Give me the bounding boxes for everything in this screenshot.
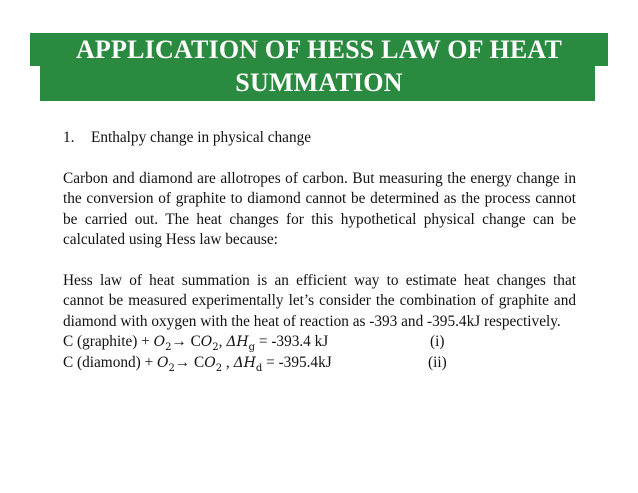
equation-enthalpy-symbol: $\Delta H_d$ — [233, 355, 263, 374]
equation-graphite — [63, 332, 576, 353]
equation-enthalpy-symbol: $\Delta H_g$ — [226, 334, 256, 353]
slide-body — [63, 128, 576, 374]
equation-arrow: → C — [171, 333, 201, 350]
equation-reactant: C (diamond) + — [63, 354, 158, 371]
list-item-text: Enthalpy change in physical change — [91, 129, 312, 146]
equation-reactant: C (graphite) + — [63, 333, 154, 350]
equation-arrow: → C — [174, 354, 205, 371]
equation-oxygen: $O_2$ — [157, 355, 175, 374]
equation-label: (i) — [430, 333, 445, 350]
paragraph-hess-law: Hess law of heat summation is an efficient way to estimate heat changes that cannot be measured experimentally let’s consider the combination of graphite and diamond with oxygen with the heat of reaction as -393 and -395.4kJ respectively. — [63, 271, 576, 330]
equation-diamond — [63, 353, 576, 374]
equation-separator: , — [218, 333, 227, 350]
slide-title — [30, 33, 608, 99]
list-item — [63, 128, 576, 149]
equation-oxygen: $O_2$ — [153, 334, 172, 353]
equation-enthalpy-value: = -395.4kJ — [262, 354, 332, 371]
equation-separator: , — [222, 354, 234, 371]
equation-enthalpy-value: = -393.4 kJ — [255, 333, 329, 350]
equation-label: (ii) — [428, 354, 447, 371]
slide-title-line-2: SUMMATION — [235, 68, 403, 97]
slide-title-line-1: APPLICATION OF HESS LAW OF HEAT — [75, 35, 563, 64]
paragraph-allotropes: Carbon and diamond are allotropes of carbon. But measuring the energy change in the conversion of graphite to diamond cannot be determined as the process cannot be carried out. The heat changes for this hypothetical physical change can be calculated using Hess law because: — [63, 169, 576, 248]
list-number: 1. — [63, 129, 75, 146]
equation-co2: $O_2$ — [200, 334, 219, 353]
equation-co2: $O_2$ — [204, 355, 223, 374]
